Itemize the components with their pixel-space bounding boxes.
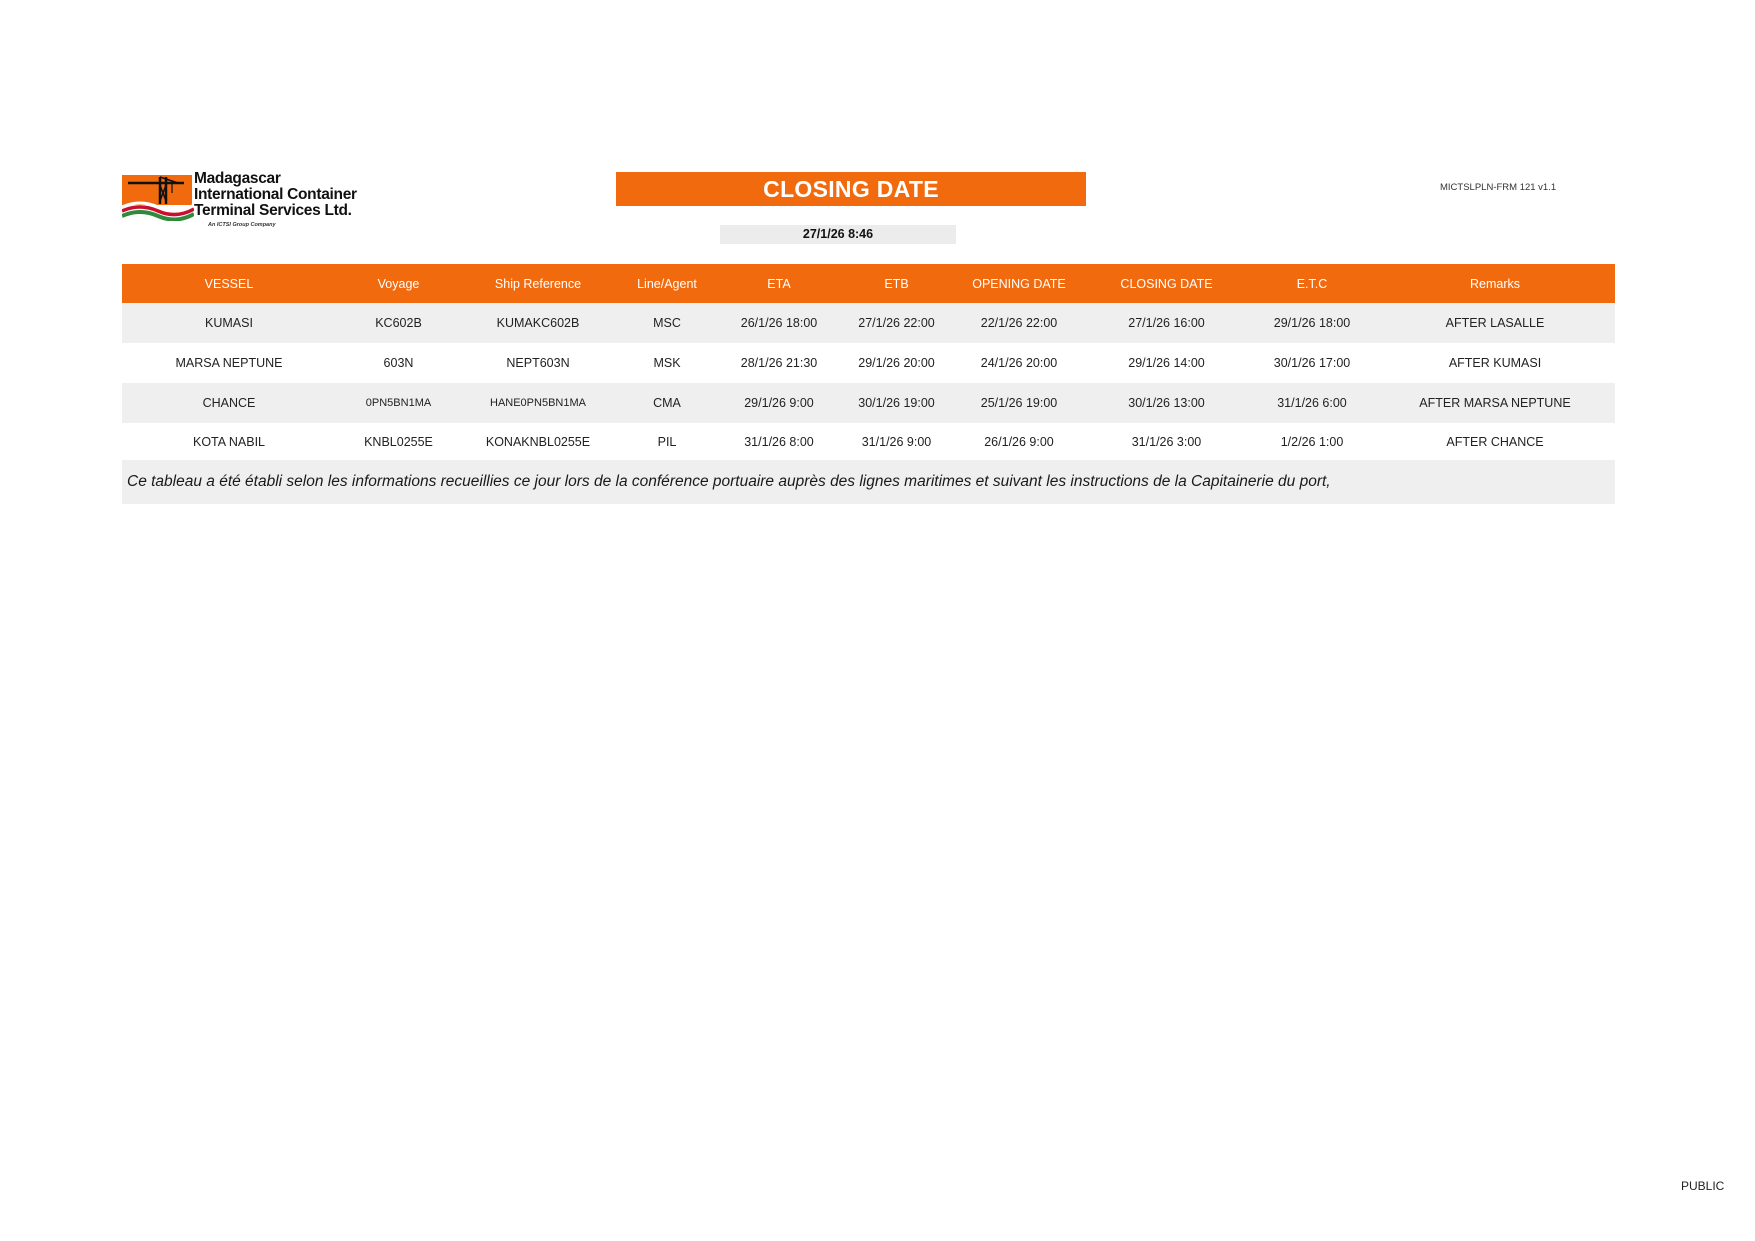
cell-eta: 28/1/26 21:30 xyxy=(719,343,839,383)
company-tagline: An ICTSI Group Company xyxy=(208,222,276,228)
cell-voyage: 0PN5BN1MA xyxy=(336,383,461,423)
cell-voyage: KNBL0255E xyxy=(336,423,461,460)
cell-etc: 30/1/26 17:00 xyxy=(1249,343,1375,383)
cell-voyage: KC602B xyxy=(336,303,461,343)
cell-eta: 26/1/26 18:00 xyxy=(719,303,839,343)
cell-voyage: 603N xyxy=(336,343,461,383)
cell-line-agent: MSC xyxy=(615,303,719,343)
cell-line-agent: CMA xyxy=(615,383,719,423)
cell-line-agent: PIL xyxy=(615,423,719,460)
company-name xyxy=(194,171,357,219)
classification-label: PUBLIC xyxy=(1681,1179,1725,1193)
document-reference: MICTSLPLN-FRM 121 v1.1 xyxy=(1440,182,1557,193)
cell-closing-date: 30/1/26 13:00 xyxy=(1084,383,1249,423)
cell-opening-date: 22/1/26 22:00 xyxy=(954,303,1084,343)
cell-etb: 30/1/26 19:00 xyxy=(839,383,954,423)
company-name-line-2: International Container xyxy=(194,186,357,203)
cell-vessel: CHANCE xyxy=(122,383,336,423)
report-timestamp: 27/1/26 8:46 xyxy=(720,225,956,244)
cell-eta: 31/1/26 8:00 xyxy=(719,423,839,460)
closing-date-table xyxy=(122,264,1615,460)
cell-remarks: AFTER LASALLE xyxy=(1375,303,1615,343)
column-header-eta: ETA xyxy=(719,264,839,303)
column-header-etc: E.T.C xyxy=(1249,264,1375,303)
cell-ship-reference: HANE0PN5BN1MA xyxy=(461,383,615,423)
cell-eta: 29/1/26 9:00 xyxy=(719,383,839,423)
company-logo xyxy=(122,171,372,233)
table-row xyxy=(122,423,1615,460)
crane-logo-icon xyxy=(122,173,194,221)
table-row xyxy=(122,383,1615,423)
column-header-opening-date: OPENING DATE xyxy=(954,264,1084,303)
cell-etb: 27/1/26 22:00 xyxy=(839,303,954,343)
column-header-line-agent: Line/Agent xyxy=(615,264,719,303)
cell-opening-date: 26/1/26 9:00 xyxy=(954,423,1084,460)
cell-etc: 29/1/26 18:00 xyxy=(1249,303,1375,343)
cell-closing-date: 29/1/26 14:00 xyxy=(1084,343,1249,383)
page-title: CLOSING DATE xyxy=(616,172,1086,206)
cell-vessel: MARSA NEPTUNE xyxy=(122,343,336,383)
cell-etb: 29/1/26 20:00 xyxy=(839,343,954,383)
table-row xyxy=(122,303,1615,343)
company-name-line-1: Madagascar xyxy=(194,170,281,187)
cell-ship-reference: KUMAKC602B xyxy=(461,303,615,343)
cell-etc: 1/2/26 1:00 xyxy=(1249,423,1375,460)
column-header-etb: ETB xyxy=(839,264,954,303)
cell-ship-reference: NEPT603N xyxy=(461,343,615,383)
cell-opening-date: 24/1/26 20:00 xyxy=(954,343,1084,383)
column-header-vessel: VESSEL xyxy=(122,264,336,303)
cell-remarks: AFTER KUMASI xyxy=(1375,343,1615,383)
cell-vessel: KOTA NABIL xyxy=(122,423,336,460)
cell-remarks: AFTER CHANCE xyxy=(1375,423,1615,460)
cell-remarks: AFTER MARSA NEPTUNE xyxy=(1375,383,1615,423)
cell-ship-reference: KONAKNBL0255E xyxy=(461,423,615,460)
cell-line-agent: MSK xyxy=(615,343,719,383)
footnote: Ce tableau a été établi selon les informations recueillies ce jour lors de la conférence portuaire auprès des lignes maritimes et suivant les instructions de la Capitainerie du port, xyxy=(122,460,1615,504)
column-header-ship-reference: Ship Reference xyxy=(461,264,615,303)
column-header-remarks: Remarks xyxy=(1375,264,1615,303)
cell-etc: 31/1/26 6:00 xyxy=(1249,383,1375,423)
cell-closing-date: 27/1/26 16:00 xyxy=(1084,303,1249,343)
company-name-line-3: Terminal Services Ltd. xyxy=(194,202,352,219)
cell-opening-date: 25/1/26 19:00 xyxy=(954,383,1084,423)
column-header-voyage: Voyage xyxy=(336,264,461,303)
cell-etb: 31/1/26 9:00 xyxy=(839,423,954,460)
column-header-closing-date: CLOSING DATE xyxy=(1084,264,1249,303)
table-row xyxy=(122,343,1615,383)
table-header-row xyxy=(122,264,1615,303)
cell-vessel: KUMASI xyxy=(122,303,336,343)
cell-closing-date: 31/1/26 3:00 xyxy=(1084,423,1249,460)
